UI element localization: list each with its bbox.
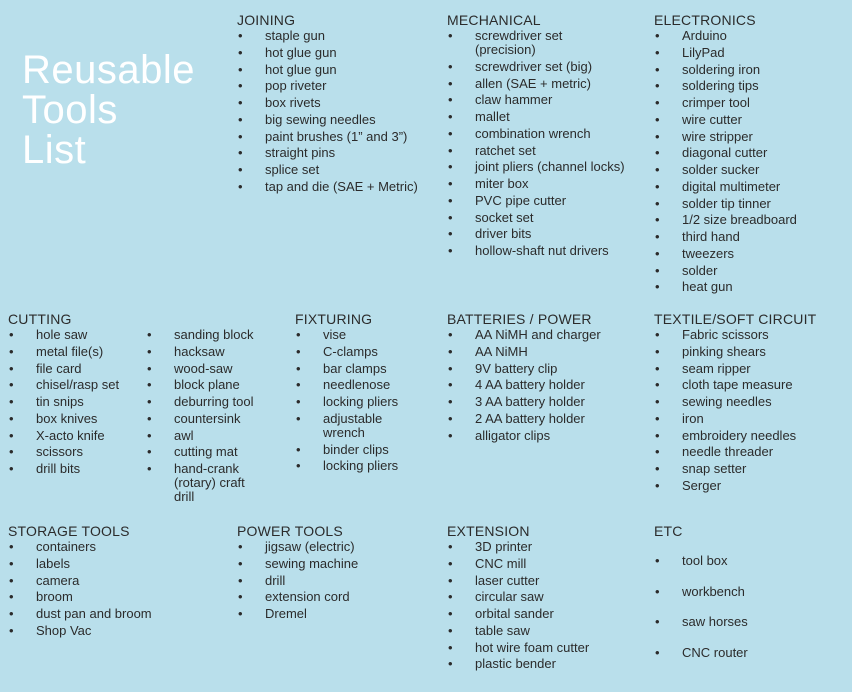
list-item: • AA NiMH and charger xyxy=(447,328,647,342)
list-item: • chisel/rasp set xyxy=(8,378,143,392)
item-list xyxy=(146,328,286,507)
list-item: • workbench xyxy=(654,585,849,599)
list-item: • locking pliers xyxy=(295,459,445,473)
list-item: • jigsaw (electric) xyxy=(237,540,437,554)
list-item: • broom xyxy=(8,590,228,604)
list-item: • digital multimeter xyxy=(654,180,849,194)
list-item: • block plane xyxy=(146,378,286,392)
section-heading: POWER TOOLS xyxy=(237,523,343,539)
list-item: • Arduino xyxy=(654,29,849,43)
section-heading: CUTTING xyxy=(8,311,72,327)
item-list xyxy=(654,328,849,493)
list-item: • extension cord xyxy=(237,590,437,604)
list-item: • hacksaw xyxy=(146,345,286,359)
list-item: • allen (SAE + metric) xyxy=(447,77,647,91)
list-item: • file card xyxy=(8,362,143,376)
list-item: • socket set xyxy=(447,211,647,225)
list-item: • wire cutter xyxy=(654,113,849,127)
list-item: • 3D printer xyxy=(447,540,647,554)
list-item: • countersink xyxy=(146,412,286,426)
section-electronics xyxy=(654,12,849,297)
list-item: • tool box xyxy=(654,554,849,568)
list-item: • Shop Vac xyxy=(8,624,228,638)
list-item: • hand-crank (rotary) craft drill xyxy=(146,462,286,504)
list-item: • table saw xyxy=(447,624,647,638)
list-item: • pop riveter xyxy=(237,79,437,93)
list-item: • hot glue gun xyxy=(237,63,437,77)
list-item: • joint pliers (channel locks) xyxy=(447,160,647,174)
list-item: • Fabric scissors xyxy=(654,328,849,342)
list-item: • solder sucker xyxy=(654,163,849,177)
list-item: • camera xyxy=(8,574,228,588)
title-line: Tools xyxy=(22,88,118,132)
item-list xyxy=(237,540,437,621)
list-item: • vise xyxy=(295,328,445,342)
section-textile xyxy=(654,311,849,496)
item-list xyxy=(295,328,445,473)
list-item: • laser cutter xyxy=(447,574,647,588)
list-item: • snap setter xyxy=(654,462,849,476)
list-item: • soldering iron xyxy=(654,63,849,77)
list-item: • labels xyxy=(8,557,228,571)
section-heading: JOINING xyxy=(237,12,296,28)
list-item: • screwdriver set (big) xyxy=(447,60,647,74)
section-heading: MECHANICAL xyxy=(447,12,541,28)
list-item: • C-clamps xyxy=(295,345,445,359)
item-list xyxy=(654,29,849,294)
section-power-tools xyxy=(237,523,437,624)
item-list xyxy=(654,554,849,660)
list-item: • sanding block xyxy=(146,328,286,342)
section-extension xyxy=(447,523,647,674)
item-list xyxy=(8,328,143,479)
list-item: • metal file(s) xyxy=(8,345,143,359)
list-item: • soldering tips xyxy=(654,79,849,93)
list-item: • hole saw xyxy=(8,328,143,342)
list-item: • big sewing needles xyxy=(237,113,437,127)
list-item: • dust pan and broom xyxy=(8,607,228,621)
list-item: • paint brushes (1” and 3”) xyxy=(237,130,437,144)
section-heading: EXTENSION xyxy=(447,523,530,539)
list-item: • combination wrench xyxy=(447,127,647,141)
list-item: • 1/2 size breadboard xyxy=(654,213,849,227)
section-heading: ETC xyxy=(654,523,683,539)
list-item: • deburring tool xyxy=(146,395,286,409)
list-item: • X-acto knife xyxy=(8,429,143,443)
list-item: • 4 AA battery holder xyxy=(447,378,647,392)
list-item: • mallet xyxy=(447,110,647,124)
list-item: • saw horses xyxy=(654,615,849,629)
list-item: • straight pins xyxy=(237,146,437,160)
list-item: • plastic bender xyxy=(447,657,647,671)
section-heading: STORAGE TOOLS xyxy=(8,523,130,539)
list-item: • AA NiMH xyxy=(447,345,647,359)
item-list xyxy=(447,328,647,443)
list-item: • binder clips xyxy=(295,443,445,457)
section-fixturing xyxy=(295,311,445,476)
list-item: • 9V battery clip xyxy=(447,362,647,376)
list-item: • locking pliers xyxy=(295,395,445,409)
section-heading: BATTERIES / POWER xyxy=(447,311,592,327)
list-item: • Serger xyxy=(654,479,849,493)
page-title xyxy=(22,50,195,170)
list-item: • cutting mat xyxy=(146,445,286,459)
section-heading: TEXTILE/SOFT CIRCUIT xyxy=(654,311,817,327)
list-item: • needle threader xyxy=(654,445,849,459)
item-list xyxy=(8,540,228,638)
list-item: • seam ripper xyxy=(654,362,849,376)
list-item: • tap and die (SAE + Metric) xyxy=(237,180,437,194)
section-mechanical xyxy=(447,12,647,261)
list-item: • alligator clips xyxy=(447,429,647,443)
list-item: • orbital sander xyxy=(447,607,647,621)
item-list xyxy=(447,29,647,258)
list-item: • iron xyxy=(654,412,849,426)
list-item: • hot glue gun xyxy=(237,46,437,60)
list-item: • ratchet set xyxy=(447,144,647,158)
list-item: • splice set xyxy=(237,163,437,177)
section-batteries xyxy=(447,311,647,445)
list-item: • hot wire foam cutter xyxy=(447,641,647,655)
item-list xyxy=(237,29,437,194)
list-item: • adjustable wrench xyxy=(295,412,445,440)
section-cutting xyxy=(8,311,288,504)
list-item: • 3 AA battery holder xyxy=(447,395,647,409)
list-item: • staple gun xyxy=(237,29,437,43)
list-item: • solder tip tinner xyxy=(654,197,849,211)
list-item: • drill bits xyxy=(8,462,143,476)
title-line: Reusable xyxy=(22,48,196,92)
list-item: • sewing machine xyxy=(237,557,437,571)
list-item: • PVC pipe cutter xyxy=(447,194,647,208)
list-item: • awl xyxy=(146,429,286,443)
list-item: • sewing needles xyxy=(654,395,849,409)
list-item: • wood-saw xyxy=(146,362,286,376)
list-item: • embroidery needles xyxy=(654,429,849,443)
list-item: • hollow-shaft nut drivers xyxy=(447,244,647,258)
list-item: • driver bits xyxy=(447,227,647,241)
list-item: • pinking shears xyxy=(654,345,849,359)
list-item: • circular saw xyxy=(447,590,647,604)
list-item: • cloth tape measure xyxy=(654,378,849,392)
section-storage xyxy=(8,523,228,641)
list-item: • miter box xyxy=(447,177,647,191)
list-item: • 2 AA battery holder xyxy=(447,412,647,426)
list-item: • claw hammer xyxy=(447,93,647,107)
list-item: • scissors xyxy=(8,445,143,459)
list-item: • tweezers xyxy=(654,247,849,261)
list-item: • tin snips xyxy=(8,395,143,409)
list-item: • solder xyxy=(654,264,849,278)
list-item: • CNC mill xyxy=(447,557,647,571)
list-item: • Dremel xyxy=(237,607,437,621)
list-item: • third hand xyxy=(654,230,849,244)
list-item: • needlenose xyxy=(295,378,445,392)
list-item: • LilyPad xyxy=(654,46,849,60)
list-item: • heat gun xyxy=(654,280,849,294)
list-item: • CNC router xyxy=(654,646,849,660)
list-item: • screwdriver set (precision) xyxy=(447,29,647,57)
section-heading: ELECTRONICS xyxy=(654,12,756,28)
section-joining xyxy=(237,12,437,197)
list-item: • crimper tool xyxy=(654,96,849,110)
section-etc xyxy=(654,523,849,676)
list-item: • box rivets xyxy=(237,96,437,110)
list-item: • containers xyxy=(8,540,228,554)
list-item: • box knives xyxy=(8,412,143,426)
list-item: • bar clamps xyxy=(295,362,445,376)
list-item: • wire stripper xyxy=(654,130,849,144)
section-heading: FIXTURING xyxy=(295,311,373,327)
title-line: List xyxy=(22,128,87,172)
item-list xyxy=(447,540,647,671)
list-item: • drill xyxy=(237,574,437,588)
list-item: • diagonal cutter xyxy=(654,146,849,160)
